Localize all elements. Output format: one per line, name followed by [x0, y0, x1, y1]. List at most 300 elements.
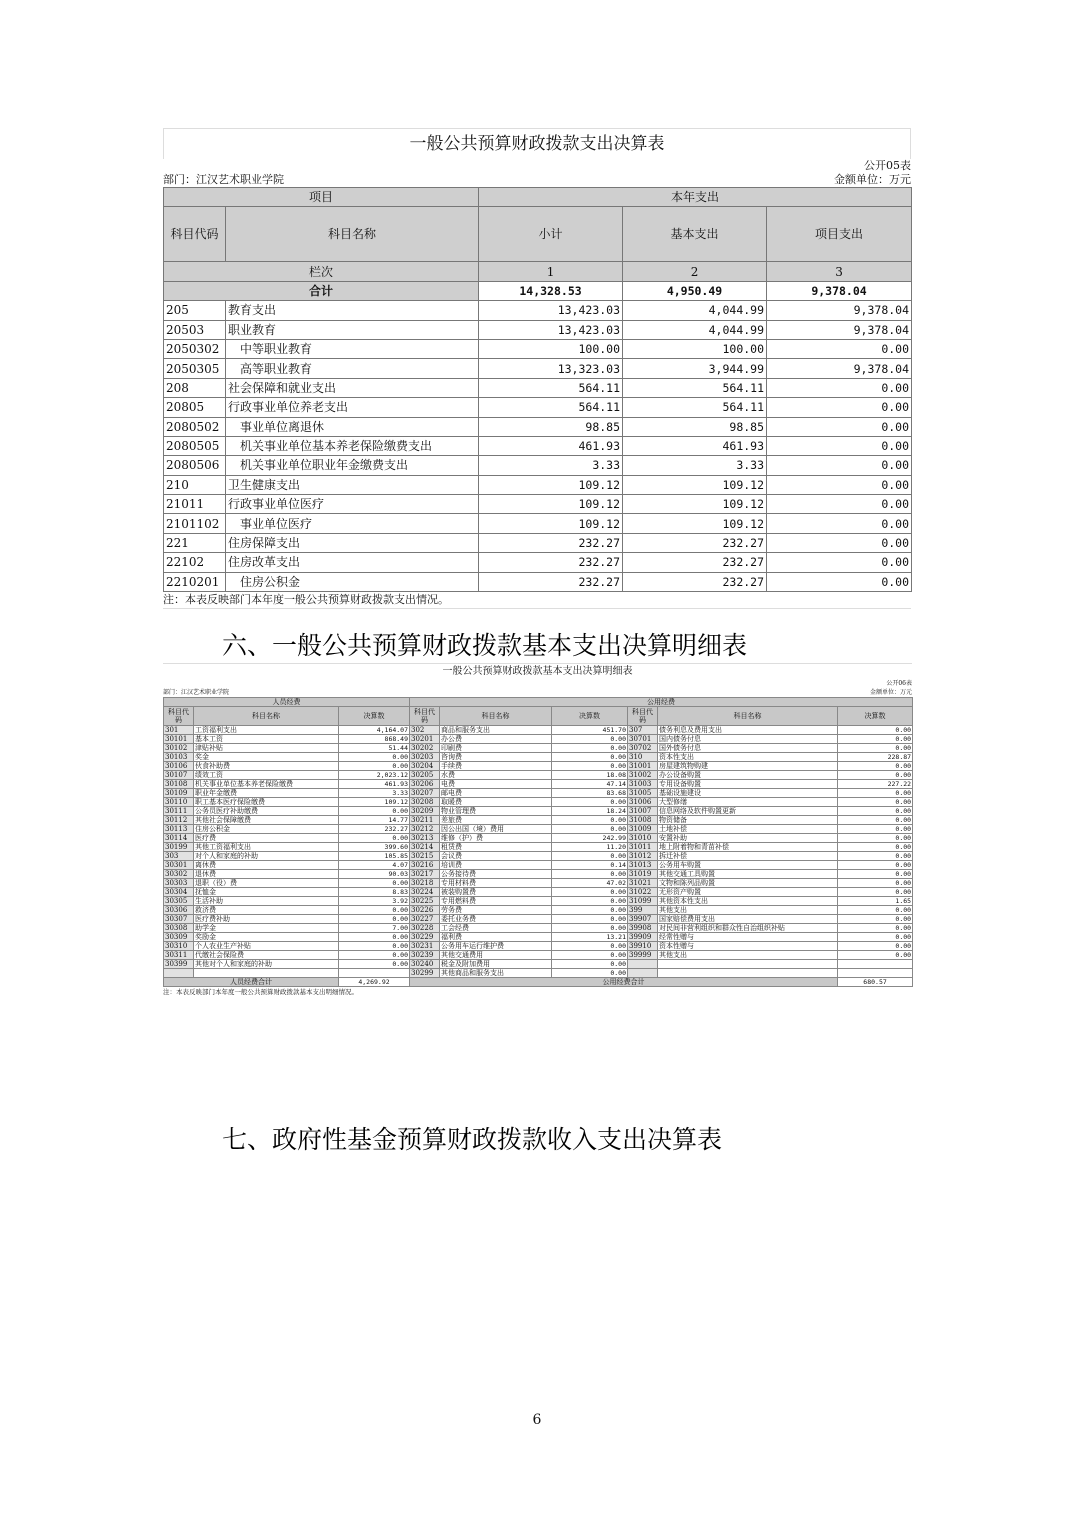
cell-amt-3: 0.00 [838, 951, 913, 960]
cell-name-3: 房屋建筑物购建 [658, 762, 838, 771]
lanci-label: 栏次 [164, 262, 479, 281]
cell-code-3 [628, 960, 658, 969]
cell-code-1: 30309 [164, 933, 194, 942]
cell-code-1: 30301 [164, 861, 194, 870]
table-row [164, 495, 912, 514]
cell-amt-3: 0.00 [838, 798, 913, 807]
cell-code-2: 30239 [410, 951, 440, 960]
table-row [164, 378, 912, 397]
cell-name-1: 退休费 [194, 870, 339, 879]
project-value: 0.00 [767, 553, 912, 572]
cell-code-3: 31013 [628, 861, 658, 870]
project-value: 0.00 [767, 339, 912, 358]
cell-code-1: 301 [164, 726, 194, 735]
subject-name: 住房公积金 [226, 572, 479, 591]
cell-amt-2: 0.00 [552, 942, 628, 951]
cell-amt-3: 0.00 [838, 825, 913, 834]
table-row [164, 960, 913, 969]
subject-code: 21011 [164, 495, 226, 514]
cell-name-3 [658, 969, 838, 978]
cell-code-3: 31009 [628, 825, 658, 834]
cell-amt-1: 0.00 [339, 807, 410, 816]
cell-code-1: 30308 [164, 924, 194, 933]
table-row [164, 753, 913, 762]
subject-name: 事业单位离退休 [226, 417, 479, 436]
cell-name-3 [658, 960, 838, 969]
cell-name-2: 印刷费 [440, 744, 552, 753]
subtotal-value: 461.93 [479, 436, 623, 455]
lanci-3: 3 [767, 262, 912, 281]
table-row [164, 780, 913, 789]
cell-name-2: 被装购置费 [440, 888, 552, 897]
cell-amt-2: 0.00 [552, 870, 628, 879]
hdr-amt-2: 决算数 [552, 707, 628, 726]
basic-value: 461.93 [623, 436, 767, 455]
cell-name-2: 商品和服务支出 [440, 726, 552, 735]
subject-code: 2080505 [164, 436, 226, 455]
cell-code-1 [164, 969, 194, 978]
cell-amt-2: 0.00 [552, 897, 628, 906]
hdr-project-exp: 项目支出 [767, 207, 912, 262]
subject-code: 221 [164, 533, 226, 552]
cell-code-2: 30213 [410, 834, 440, 843]
hdr-name-2: 科目名称 [440, 707, 552, 726]
cell-code-3: 31006 [628, 798, 658, 807]
subject-code: 2210201 [164, 572, 226, 591]
cell-amt-2: 18.24 [552, 807, 628, 816]
cell-amt-2: 18.08 [552, 771, 628, 780]
cell-name-3: 其他支出 [658, 906, 838, 915]
lanci-2: 2 [623, 262, 767, 281]
cell-amt-2: 0.00 [552, 915, 628, 924]
table-row [164, 572, 912, 591]
project-value: 0.00 [767, 533, 912, 552]
cell-name-1: 代缴社会保险费 [194, 951, 339, 960]
cell-amt-3: 0.00 [838, 924, 913, 933]
cell-amt-2: 0.00 [552, 852, 628, 861]
subject-code: 208 [164, 378, 226, 397]
table-row [164, 475, 912, 494]
cell-code-2: 30212 [410, 825, 440, 834]
hdr-amt-1: 决算数 [339, 707, 410, 726]
subtotal-value: 98.85 [479, 417, 623, 436]
subject-name: 事业单位医疗 [226, 514, 479, 533]
cell-name-3: 资本性赠与 [658, 942, 838, 951]
cell-code-2: 30215 [410, 852, 440, 861]
cell-code-1: 30399 [164, 960, 194, 969]
cell-code-3: 399 [628, 906, 658, 915]
hdr-code-2: 科目代码 [410, 707, 440, 726]
cell-code-1: 30199 [164, 843, 194, 852]
cell-code-3 [628, 969, 658, 978]
cell-amt-1: 0.00 [339, 915, 410, 924]
subject-name: 行政事业单位养老支出 [226, 398, 479, 417]
cell-name-1: 津贴补贴 [194, 744, 339, 753]
cell-amt-1: 14.77 [339, 816, 410, 825]
cell-code-1: 30111 [164, 807, 194, 816]
project-value: 9,378.04 [767, 359, 912, 378]
total-label: 合计 [164, 281, 479, 300]
cell-code-3: 39907 [628, 915, 658, 924]
table-row [164, 888, 913, 897]
cell-amt-2: 0.00 [552, 735, 628, 744]
basic-value: 98.85 [623, 417, 767, 436]
subject-name: 卫生健康支出 [226, 475, 479, 494]
cell-amt-3: 0.00 [838, 870, 913, 879]
table1-dept: 部门：江汉艺术职业学院 [163, 173, 284, 186]
cell-amt-2: 0.14 [552, 861, 628, 870]
cell-name-1: 职业年金缴费 [194, 789, 339, 798]
cell-name-1: 绩效工资 [194, 771, 339, 780]
hdr-code-3: 科目代码 [628, 707, 658, 726]
basic-value: 100.00 [623, 339, 767, 358]
table1-title: 一般公共预算财政拨款支出决算表 [163, 128, 911, 159]
hdr-amt-3: 决算数 [838, 707, 913, 726]
cell-amt-2: 0.00 [552, 924, 628, 933]
cell-amt-1: 0.00 [339, 960, 410, 969]
cell-amt-1 [339, 969, 410, 978]
cell-code-3: 31011 [628, 843, 658, 852]
subject-name: 高等职业教育 [226, 359, 479, 378]
cell-name-2: 其他商品和服务支出 [440, 969, 552, 978]
cell-name-1: 其他社会保障缴费 [194, 816, 339, 825]
table-row [164, 359, 912, 378]
hdr-current-year: 本年支出 [479, 188, 912, 207]
subtotal-value: 109.12 [479, 475, 623, 494]
cell-name-2: 物业管理费 [440, 807, 552, 816]
table-row [164, 807, 913, 816]
table-row [164, 951, 913, 960]
cell-name-3: 拆迁补偿 [658, 852, 838, 861]
cell-amt-2: 47.14 [552, 780, 628, 789]
cell-name-1: 抚恤金 [194, 888, 339, 897]
cell-code-3: 31022 [628, 888, 658, 897]
cell-code-1: 30303 [164, 879, 194, 888]
cell-code-2: 30205 [410, 771, 440, 780]
subject-code: 2080506 [164, 456, 226, 475]
cell-code-2: 30229 [410, 933, 440, 942]
table-row [164, 456, 912, 475]
cell-amt-2: 0.00 [552, 969, 628, 978]
basic-value: 564.11 [623, 398, 767, 417]
cell-name-1: 奖金 [194, 753, 339, 762]
cell-code-1: 30307 [164, 915, 194, 924]
total-basic: 4,950.49 [623, 281, 767, 300]
cell-amt-3: 0.00 [838, 933, 913, 942]
basic-value: 109.12 [623, 514, 767, 533]
subject-code: 20805 [164, 398, 226, 417]
cell-amt-1: 90.03 [339, 870, 410, 879]
cell-code-3: 31099 [628, 897, 658, 906]
cell-amt-1: 0.00 [339, 951, 410, 960]
hdr-subtotal: 小计 [479, 207, 623, 262]
cell-name-1: 离休费 [194, 861, 339, 870]
cell-amt-1: 0.00 [339, 933, 410, 942]
subtotal-value: 564.11 [479, 378, 623, 397]
table-row [164, 933, 913, 942]
subject-name: 机关事业单位基本养老保险缴费支出 [226, 436, 479, 455]
cell-amt-2: 0.00 [552, 816, 628, 825]
cell-amt-1: 3.92 [339, 897, 410, 906]
cell-amt-2: 0.00 [552, 888, 628, 897]
cell-amt-3: 0.00 [838, 843, 913, 852]
section-heading-6: 六、一般公共预算财政拨款基本支出决算明细表 [222, 631, 748, 660]
cell-code-2: 30224 [410, 888, 440, 897]
cell-amt-2: 0.00 [552, 825, 628, 834]
subtotal-value: 13,323.03 [479, 359, 623, 378]
basic-expenditure-detail-table [163, 663, 912, 997]
subject-name: 机关事业单位职业年金缴费支出 [226, 456, 479, 475]
cell-amt-3: 0.00 [838, 762, 913, 771]
cell-name-3: 物资储备 [658, 816, 838, 825]
cell-name-2: 手续费 [440, 762, 552, 771]
project-value: 0.00 [767, 436, 912, 455]
cell-name-2: 电费 [440, 780, 552, 789]
table-row [164, 879, 913, 888]
cell-code-3: 31001 [628, 762, 658, 771]
cell-amt-1: 0.00 [339, 906, 410, 915]
cell-code-2: 30218 [410, 879, 440, 888]
cell-name-2: 其他交通费用 [440, 951, 552, 960]
cell-name-3: 基础设施建设 [658, 789, 838, 798]
cell-name-1: 医疗费 [194, 834, 339, 843]
subtotal-value: 3.33 [479, 456, 623, 475]
cell-name-2: 专用燃料费 [440, 897, 552, 906]
cell-name-2: 因公出国（境）费用 [440, 825, 552, 834]
table-row [164, 924, 913, 933]
cell-code-3: 39909 [628, 933, 658, 942]
cell-name-3: 大型修缮 [658, 798, 838, 807]
cell-code-2: 30201 [410, 735, 440, 744]
cell-code-2: 30231 [410, 942, 440, 951]
cell-amt-3: 0.00 [838, 726, 913, 735]
cell-code-3: 30701 [628, 735, 658, 744]
total-subtotal: 14,328.53 [479, 281, 623, 300]
cell-code-3: 31008 [628, 816, 658, 825]
cell-amt-3: 0.00 [838, 807, 913, 816]
table-row [164, 942, 913, 951]
project-value: 9,378.04 [767, 320, 912, 339]
cell-amt-2: 11.20 [552, 843, 628, 852]
basic-value: 564.11 [623, 378, 767, 397]
cell-code-1: 30113 [164, 825, 194, 834]
basic-value: 109.12 [623, 495, 767, 514]
cell-name-2: 会议费 [440, 852, 552, 861]
cell-name-2: 办公费 [440, 735, 552, 744]
cell-name-3: 对民间非营利组织和群众性自治组织补贴 [658, 924, 838, 933]
cell-amt-3: 0.00 [838, 888, 913, 897]
subject-name: 社会保障和就业支出 [226, 378, 479, 397]
hdr-public: 公用经费 [410, 698, 913, 707]
cell-code-1: 30106 [164, 762, 194, 771]
cell-code-1: 30306 [164, 906, 194, 915]
cell-code-1: 303 [164, 852, 194, 861]
cell-code-3: 30702 [628, 744, 658, 753]
cell-name-2: 劳务费 [440, 906, 552, 915]
table-row [164, 915, 913, 924]
cell-amt-1: 232.27 [339, 825, 410, 834]
public-total: 680.57 [838, 978, 913, 987]
cell-amt-2: 0.00 [552, 798, 628, 807]
cell-name-2: 福利费 [440, 933, 552, 942]
project-value: 0.00 [767, 475, 912, 494]
table-row [164, 870, 913, 879]
table-row [164, 553, 912, 572]
cell-name-3: 办公设备购置 [658, 771, 838, 780]
cell-amt-3: 0.00 [838, 906, 913, 915]
cell-amt-3: 0.00 [838, 816, 913, 825]
cell-amt-3: 0.00 [838, 861, 913, 870]
cell-name-2: 维修（护）费 [440, 834, 552, 843]
cell-code-2: 30209 [410, 807, 440, 816]
cell-name-1: 公务员医疗补助缴费 [194, 807, 339, 816]
cell-name-3: 公务用车购置 [658, 861, 838, 870]
cell-name-1: 医疗费补助 [194, 915, 339, 924]
table2-unit: 金额单位：万元 [869, 689, 912, 696]
cell-name-2: 租赁费 [440, 843, 552, 852]
cell-code-3: 31003 [628, 780, 658, 789]
table-row [164, 735, 913, 744]
cell-code-2: 30299 [410, 969, 440, 978]
cell-amt-3: 0.00 [838, 744, 913, 753]
cell-code-3: 39999 [628, 951, 658, 960]
cell-amt-1: 4.07 [339, 861, 410, 870]
cell-name-3: 国外债务付息 [658, 744, 838, 753]
cell-code-2: 30226 [410, 906, 440, 915]
cell-code-1: 30114 [164, 834, 194, 843]
basic-value: 3.33 [623, 456, 767, 475]
cell-name-3: 土地补偿 [658, 825, 838, 834]
cell-code-3: 39910 [628, 942, 658, 951]
cell-amt-1: 0.00 [339, 753, 410, 762]
table-row [164, 339, 912, 358]
table-row [164, 417, 912, 436]
cell-amt-3: 0.00 [838, 852, 913, 861]
cell-amt-2: 0.00 [552, 744, 628, 753]
cell-name-2: 取暖费 [440, 798, 552, 807]
cell-code-2: 30202 [410, 744, 440, 753]
page-number: 6 [532, 1412, 542, 1428]
cell-amt-1: 7.00 [339, 924, 410, 933]
cell-amt-3: 0.00 [838, 879, 913, 888]
cell-name-3: 文物和陈列品购置 [658, 879, 838, 888]
cell-amt-3: 1.65 [838, 897, 913, 906]
cell-name-1: 伙食补助费 [194, 762, 339, 771]
cell-amt-3: 228.87 [838, 753, 913, 762]
table2-code: 公开06表 [886, 680, 912, 687]
table-row [164, 744, 913, 753]
cell-code-2: 30207 [410, 789, 440, 798]
project-value: 0.00 [767, 456, 912, 475]
table-row [164, 514, 912, 533]
cell-name-1: 生活补助 [194, 897, 339, 906]
cell-code-2: 30208 [410, 798, 440, 807]
table-row [164, 816, 913, 825]
cell-code-1: 30109 [164, 789, 194, 798]
cell-amt-2: 0.00 [552, 906, 628, 915]
basic-value: 109.12 [623, 475, 767, 494]
subject-code: 2101102 [164, 514, 226, 533]
cell-name-3: 其他支出 [658, 951, 838, 960]
project-value: 0.00 [767, 495, 912, 514]
table1-note: 注：本表反映部门本年度一般公共预算财政拨款支出情况。 [163, 592, 911, 609]
subject-code: 22102 [164, 553, 226, 572]
section-heading-7: 七、政府性基金预算财政拨款收入支出决算表 [222, 1125, 723, 1154]
cell-name-1: 职工基本医疗保险缴费 [194, 798, 339, 807]
cell-name-3: 债务利息及费用支出 [658, 726, 838, 735]
cell-code-1: 30107 [164, 771, 194, 780]
cell-code-2: 30217 [410, 870, 440, 879]
cell-name-2: 税金及附加费用 [440, 960, 552, 969]
cell-amt-3: 0.00 [838, 771, 913, 780]
personnel-total-label: 人员经费合计 [164, 978, 339, 987]
cell-code-1: 30305 [164, 897, 194, 906]
project-value: 9,378.04 [767, 301, 912, 320]
cell-amt-1: 105.85 [339, 852, 410, 861]
cell-name-1: 奖励金 [194, 933, 339, 942]
personnel-total: 4,269.92 [339, 978, 410, 987]
basic-value: 232.27 [623, 533, 767, 552]
subject-name: 住房改革支出 [226, 553, 479, 572]
cell-amt-2: 13.21 [552, 933, 628, 942]
cell-name-1: 个人农业生产补贴 [194, 942, 339, 951]
cell-amt-3: 0.00 [838, 735, 913, 744]
cell-code-1: 30310 [164, 942, 194, 951]
cell-amt-1: 0.00 [339, 834, 410, 843]
table-row [164, 843, 913, 852]
public-total-label: 公用经费合计 [410, 978, 838, 987]
basic-value: 4,044.99 [623, 301, 767, 320]
basic-value: 3,944.99 [623, 359, 767, 378]
cell-amt-3: 0.00 [838, 834, 913, 843]
cell-name-3: 无形资产购置 [658, 888, 838, 897]
cell-name-1: 救济费 [194, 906, 339, 915]
cell-name-1: 基本工资 [194, 735, 339, 744]
cell-code-1: 30101 [164, 735, 194, 744]
cell-code-3: 31007 [628, 807, 658, 816]
cell-name-1: 工资福利支出 [194, 726, 339, 735]
subtotal-value: 232.27 [479, 572, 623, 591]
cell-amt-2: 242.99 [552, 834, 628, 843]
cell-code-1: 30102 [164, 744, 194, 753]
cell-amt-1: 3.33 [339, 789, 410, 798]
cell-name-3: 资本性支出 [658, 753, 838, 762]
table-row [164, 825, 913, 834]
basic-value: 232.27 [623, 553, 767, 572]
cell-code-1: 30110 [164, 798, 194, 807]
subject-code: 2050305 [164, 359, 226, 378]
cell-name-3: 信息网络及软件购置更新 [658, 807, 838, 816]
cell-code-3: 39908 [628, 924, 658, 933]
cell-name-1 [194, 969, 339, 978]
table2-dept: 部门：江汉艺术职业学院 [163, 689, 230, 696]
table-row [164, 762, 913, 771]
cell-code-2: 30240 [410, 960, 440, 969]
cell-code-3: 31019 [628, 870, 658, 879]
cell-name-1: 对个人和家庭的补助 [194, 852, 339, 861]
subtotal-value: 100.00 [479, 339, 623, 358]
cell-code-3: 31021 [628, 879, 658, 888]
subject-name: 行政事业单位医疗 [226, 495, 479, 514]
total-project: 9,378.04 [767, 281, 912, 300]
cell-name-3: 安置补助 [658, 834, 838, 843]
cell-amt-2: 451.70 [552, 726, 628, 735]
cell-name-3: 经常性赠与 [658, 933, 838, 942]
subtotal-value: 109.12 [479, 514, 623, 533]
hdr-subject-code: 科目代码 [164, 207, 226, 262]
cell-name-2: 邮电费 [440, 789, 552, 798]
subject-code: 2080502 [164, 417, 226, 436]
